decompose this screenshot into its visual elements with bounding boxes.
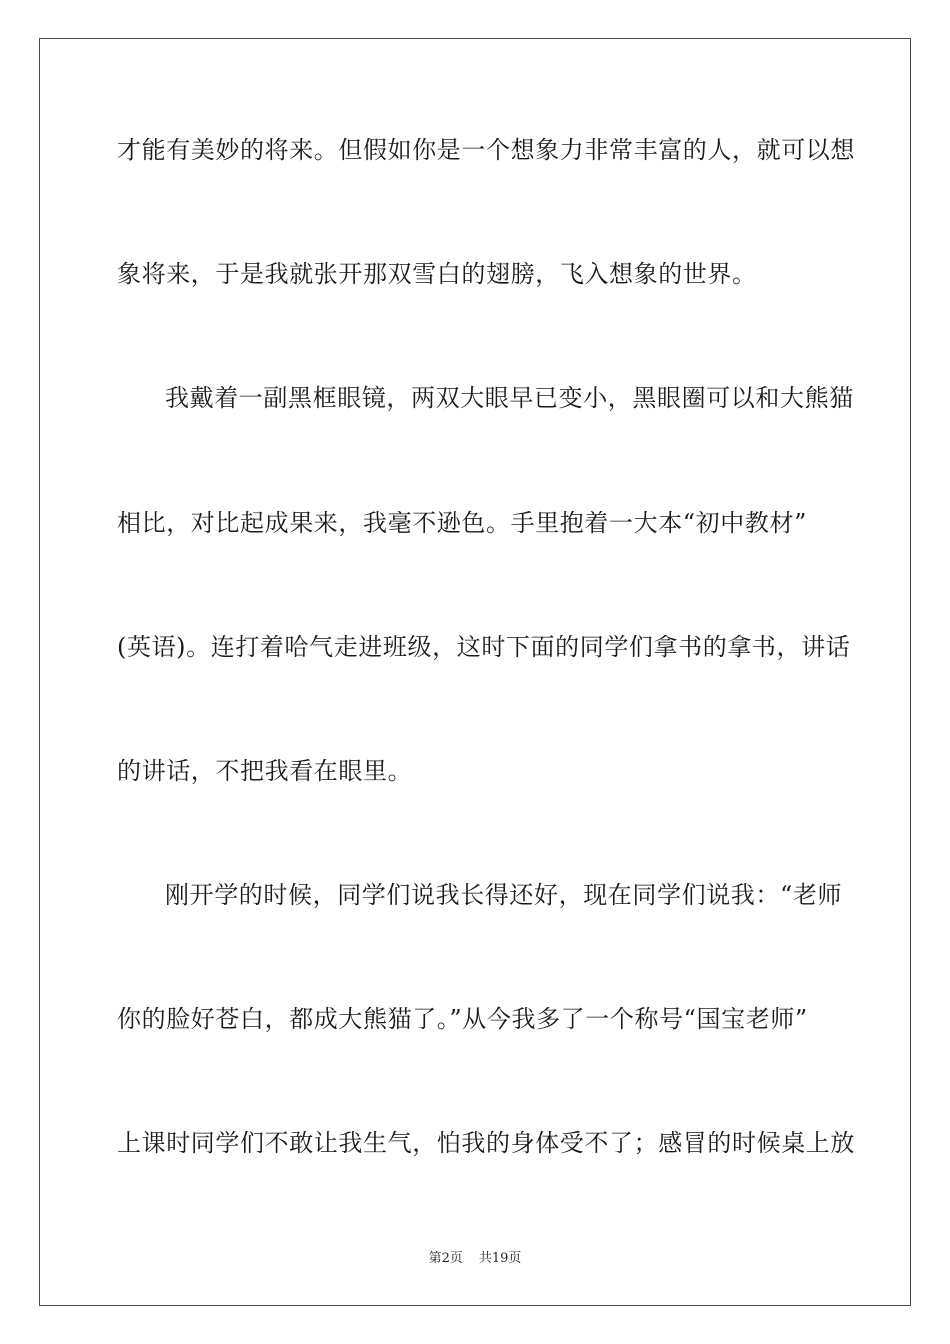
paragraph-line-indented: 我戴着一副黑框眼镜，两双大眼早已变小，黑眼圈可以和大熊猫 [165, 384, 854, 412]
paragraph-line: 上课时同学们不敢让我生气，怕我的身体受不了；感冒的时候桌上放 [117, 1129, 855, 1157]
paragraph-line: 的讲话，不把我看在眼里。 [117, 757, 413, 785]
page-border [39, 38, 911, 1306]
paragraph-line: 相比，对比起成果来，我毫不逊色。手里抱着一大本“初中教材” [117, 509, 807, 537]
page-total: 共19页 [478, 1251, 522, 1266]
paragraph-line: 你的脸好苍白，都成大熊猫了。”从今我多了一个称号“国宝老师” [117, 1005, 808, 1033]
paragraph-line: (英语)。连打着哈气走进班级，这时下面的同学们拿书的拿书，讲话 [117, 633, 851, 661]
paragraph-line: 才能有美妙的将来。但假如你是一个想象力非常丰富的人，就可以想 [117, 136, 855, 164]
page-number: 第2页 [428, 1251, 463, 1266]
paragraph-line: 象将来，于是我就张开那双雪白的翅膀，飞入想象的世界。 [117, 260, 757, 288]
page-footer [0, 1247, 950, 1266]
paragraph-line-indented: 刚开学的时候，同学们说我长得还好，现在同学们说我：“老师 [165, 881, 843, 909]
